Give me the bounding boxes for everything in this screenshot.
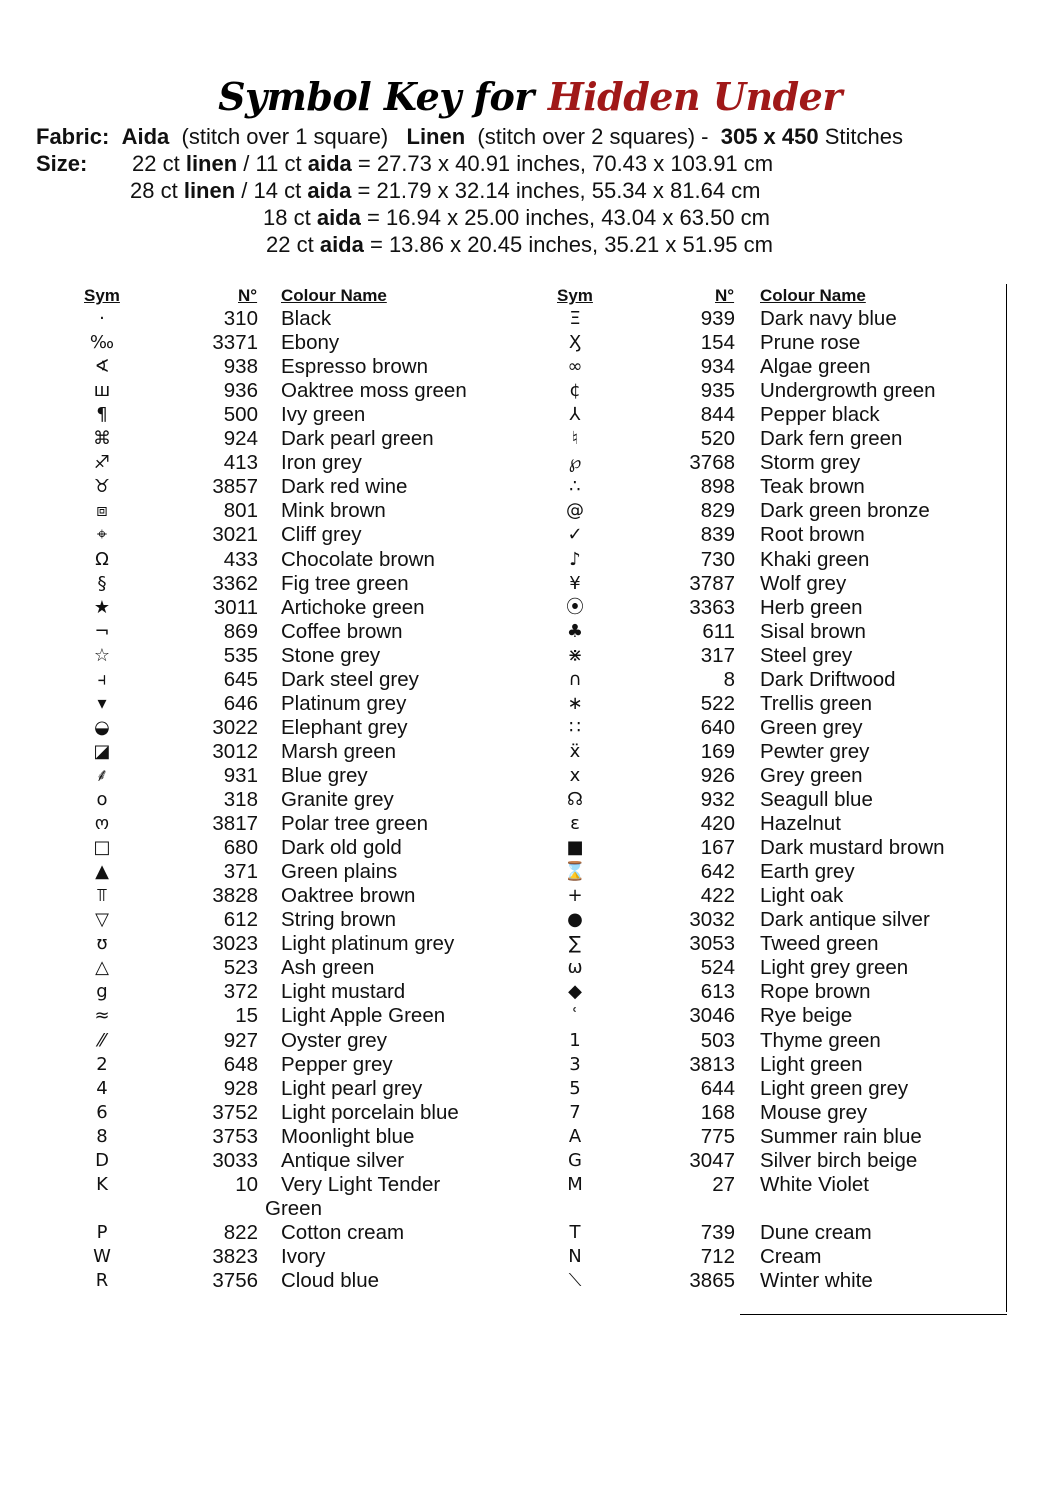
title-prefix: Symbol Key for xyxy=(218,74,534,119)
thread-number: 3033 xyxy=(212,1148,258,1172)
fabric-linen: Linen xyxy=(406,124,466,149)
symbol-glyph: ẍ xyxy=(569,740,581,762)
colour-name: Rope brown xyxy=(760,980,871,1004)
thread-number: 3768 xyxy=(689,451,735,475)
symbol-glyph: ● xyxy=(567,909,583,931)
thread-number: 3756 xyxy=(212,1269,258,1292)
thread-number: 433 xyxy=(223,547,258,571)
thread-number: 3787 xyxy=(689,571,735,595)
left-header-sym: Sym xyxy=(84,286,120,305)
thread-number: 3047 xyxy=(689,1148,735,1172)
symbol-glyph: ⸙ xyxy=(95,764,109,786)
colour-name: Dark pearl green xyxy=(281,427,434,451)
symbol-glyph: ო xyxy=(94,813,110,835)
colour-name: Ivory xyxy=(281,1244,326,1268)
symbol-glyph: 1 xyxy=(569,1029,581,1051)
symbol-glyph: 6 xyxy=(96,1101,108,1123)
colour-name: Cliff grey xyxy=(281,523,362,547)
thread-number: 3363 xyxy=(689,595,735,619)
thread-number: 27 xyxy=(712,1172,735,1196)
colour-name: Sisal brown xyxy=(760,619,866,643)
colour-name: Steel grey xyxy=(760,643,853,667)
colour-name: Dune cream xyxy=(760,1220,872,1244)
symbol-glyph: ■ xyxy=(566,837,584,859)
thread-number: 317 xyxy=(700,643,735,667)
colour-name: Khaki green xyxy=(760,547,870,571)
colour-name: Light pearl grey xyxy=(281,1076,423,1100)
colour-name: Cloud blue xyxy=(281,1269,380,1292)
size-3-dims: = 16.94 x 25.00 inches, 43.04 x 63.50 cm xyxy=(366,205,770,230)
colour-name: Algae green xyxy=(760,355,871,379)
colour-name: Granite grey xyxy=(281,788,394,811)
colour-name: Antique silver xyxy=(281,1148,405,1172)
thread-number: 648 xyxy=(223,1052,258,1076)
colour-name: Light porcelain blue xyxy=(281,1100,459,1124)
size-1-count: 22 ct xyxy=(132,151,180,176)
symbol-glyph: D xyxy=(95,1149,109,1171)
thread-number: 318 xyxy=(223,788,258,811)
symbol-glyph: ⁄⁄ xyxy=(98,1029,105,1051)
right-header-sym: Sym xyxy=(557,286,593,305)
colour-name: Storm grey xyxy=(760,451,861,475)
colour-name: Black xyxy=(281,307,332,330)
thread-number: 932 xyxy=(700,788,735,811)
thread-number: 8 xyxy=(723,667,735,691)
colour-name: Chocolate brown xyxy=(281,547,435,571)
right-header-num: N° xyxy=(715,286,735,305)
thread-number: 730 xyxy=(700,547,735,571)
thread-number: 642 xyxy=(700,860,735,884)
thread-number: 640 xyxy=(700,715,735,739)
symbol-glyph: ♐ xyxy=(93,452,111,474)
thread-number: 801 xyxy=(223,499,258,523)
colour-name: Pepper black xyxy=(760,403,880,427)
colour-name: Undergrowth green xyxy=(760,379,936,403)
thread-number: 646 xyxy=(223,691,258,715)
symbol-glyph: ∩ xyxy=(568,668,582,690)
thread-number: 154 xyxy=(700,331,735,355)
colour-name: Dark Driftwood xyxy=(760,667,896,691)
thread-number: 898 xyxy=(700,475,735,499)
title-pattern-name: Hidden Under xyxy=(547,74,842,119)
symbol-glyph: ∷ xyxy=(569,716,581,738)
colour-name: Artichoke green xyxy=(281,595,425,619)
thread-number: 3032 xyxy=(689,908,735,932)
symbol-glyph: ʊ xyxy=(96,933,108,955)
fabric-line xyxy=(36,124,903,150)
thread-number: 844 xyxy=(700,403,735,427)
thread-number: 3823 xyxy=(212,1244,258,1268)
colour-name: Pewter grey xyxy=(760,739,870,763)
colour-name: Fig tree green xyxy=(281,571,409,595)
thread-number: 928 xyxy=(223,1076,258,1100)
size-1-aida: aida xyxy=(307,151,352,176)
symbol-glyph: ¬ xyxy=(94,620,110,642)
symbol-glyph: @ xyxy=(566,500,584,522)
thread-number: 522 xyxy=(700,691,735,715)
colour-name: Very Light Tender xyxy=(281,1172,441,1196)
colour-name: Ivy green xyxy=(281,403,366,427)
symbol-glyph: △ xyxy=(95,957,109,979)
colour-name: Thyme green xyxy=(760,1028,881,1052)
colour-name: Herb green xyxy=(760,595,863,619)
colour-name: Dark old gold xyxy=(281,836,402,860)
size-2-dims: = 21.79 x 32.14 inches, 55.34 x 81.64 cm xyxy=(357,178,761,203)
thread-number: 10 xyxy=(235,1172,258,1196)
thread-number: 934 xyxy=(700,355,735,379)
thread-number: 3011 xyxy=(213,595,258,619)
size-1-dims: = 27.73 x 40.91 inches, 70.43 x 103.91 cm xyxy=(357,151,774,176)
thread-number: 939 xyxy=(700,307,735,330)
symbol-glyph: + xyxy=(567,885,583,907)
symbol-glyph: R xyxy=(95,1270,109,1291)
colour-name: Oaktree brown xyxy=(281,884,416,908)
thread-number: 15 xyxy=(235,1004,258,1028)
colour-name: Tweed green xyxy=(760,932,879,956)
size-2-count: 28 ct xyxy=(130,178,178,203)
colour-name: Cream xyxy=(760,1244,822,1268)
symbol-glyph: M xyxy=(567,1173,583,1195)
colour-name: Silver birch beige xyxy=(760,1148,918,1172)
thread-number: 927 xyxy=(223,1028,258,1052)
symbol-glyph: ⦿ xyxy=(566,596,584,618)
colour-name: Summer rain blue xyxy=(760,1124,922,1148)
colour-name: Mink brown xyxy=(281,499,386,523)
colour-name: Prune rose xyxy=(760,331,861,355)
left-continuation: Green xyxy=(265,1197,322,1220)
symbol-glyph: ◪ xyxy=(93,740,111,762)
colour-name: Coffee brown xyxy=(281,619,403,643)
thread-number: 869 xyxy=(223,619,258,643)
colour-name: Polar tree green xyxy=(281,812,429,836)
colour-name: Green grey xyxy=(760,715,863,739)
symbol-glyph: ◆ xyxy=(568,981,582,1003)
thread-number: 169 xyxy=(700,739,735,763)
symbol-glyph: ⅄ xyxy=(569,404,581,426)
symbol-glyph: ▽ xyxy=(95,909,109,931)
thread-number: 645 xyxy=(223,667,258,691)
symbol-glyph: ¥ xyxy=(569,572,581,594)
thread-number: 371 xyxy=(223,860,258,884)
thread-number: 3813 xyxy=(689,1052,735,1076)
colour-name: String brown xyxy=(281,908,397,932)
colour-name: Espresso brown xyxy=(281,355,428,379)
symbol-glyph: 2 xyxy=(96,1053,108,1075)
colour-name: Pepper grey xyxy=(281,1052,393,1076)
thread-number: 839 xyxy=(700,523,735,547)
colour-name: Wolf grey xyxy=(760,571,847,595)
colour-name: Light mustard xyxy=(281,980,406,1004)
symbol-glyph: T xyxy=(569,1221,581,1243)
symbol-glyph: ¶ xyxy=(96,404,108,426)
colour-name: Iron grey xyxy=(281,451,362,475)
symbol-glyph: Ξ xyxy=(569,308,581,329)
symbol-glyph: 8 xyxy=(96,1125,108,1147)
thread-number: 936 xyxy=(223,379,258,403)
colour-name: Light green xyxy=(760,1052,863,1076)
thread-number: 680 xyxy=(223,836,258,860)
thread-number: 520 xyxy=(700,427,735,451)
symbol-glyph: ♪ xyxy=(569,548,581,570)
symbol-glyph: x xyxy=(569,764,581,786)
thread-number: 310 xyxy=(223,307,258,330)
colour-name: Light Apple Green xyxy=(281,1004,446,1028)
thread-number: 935 xyxy=(700,379,735,403)
colour-name: Platinum grey xyxy=(281,691,407,715)
right-border-line xyxy=(1006,284,1007,1312)
thread-number: 739 xyxy=(700,1220,735,1244)
thread-number: 3753 xyxy=(212,1124,258,1148)
thread-number: 3371 xyxy=(212,331,258,355)
size-1-count2: / 11 ct xyxy=(243,151,302,176)
symbol-glyph: ⌛ xyxy=(563,861,587,883)
thread-number: 3865 xyxy=(689,1269,735,1292)
thread-number: 926 xyxy=(700,763,735,787)
page-title xyxy=(0,74,1060,119)
symbol-glyph: Ӽ xyxy=(568,332,582,354)
thread-number: 822 xyxy=(223,1220,258,1244)
colour-name: Oaktree moss green xyxy=(281,379,467,403)
colour-name: Cotton cream xyxy=(281,1220,405,1244)
size-3-count: 18 ct xyxy=(263,205,311,230)
thread-number: 523 xyxy=(223,956,258,980)
symbol-glyph: A xyxy=(568,1125,582,1147)
thread-number: 3022 xyxy=(212,715,258,739)
symbol-glyph: · xyxy=(99,308,105,329)
colour-name: Seagull blue xyxy=(760,788,873,811)
left-header-num: N° xyxy=(238,286,258,305)
colour-name: Dark mustard brown xyxy=(760,836,945,860)
symbol-glyph: ⧈ xyxy=(96,500,108,522)
symbol-glyph: ▲ xyxy=(95,861,109,883)
colour-name: Dark navy blue xyxy=(760,307,897,330)
colour-name: Dark green bronze xyxy=(760,499,930,523)
symbol-glyph: ⫪ xyxy=(96,885,108,907)
thread-number: 422 xyxy=(700,884,735,908)
thread-number: 500 xyxy=(223,403,258,427)
fabric-aida: Aida xyxy=(121,124,170,149)
colour-name: Marsh green xyxy=(281,739,397,763)
colour-name: Hazelnut xyxy=(760,812,841,836)
thread-number: 613 xyxy=(700,980,735,1004)
size-3-aida: aida xyxy=(316,205,361,230)
symbol-glyph: ∢ xyxy=(94,356,110,378)
symbol-glyph: ⌘ xyxy=(93,428,111,450)
colour-name: White Violet xyxy=(760,1172,870,1196)
thread-number: 3857 xyxy=(212,475,258,499)
left-header-name: Colour Name xyxy=(281,286,387,305)
thread-number: 931 xyxy=(223,763,258,787)
symbol-glyph: □ xyxy=(93,837,111,859)
colour-name: Elephant grey xyxy=(281,715,408,739)
symbol-glyph: Ω xyxy=(95,548,109,570)
size-2-aida: aida xyxy=(307,178,352,203)
symbol-glyph: ‰ xyxy=(89,332,115,354)
symbol-glyph: g xyxy=(96,981,108,1003)
thread-number: 924 xyxy=(223,427,258,451)
symbol-glyph: ★ xyxy=(93,596,111,618)
thread-number: 167 xyxy=(700,836,735,860)
thread-number: 3023 xyxy=(212,932,258,956)
colour-name: Light grey green xyxy=(760,956,909,980)
symbol-glyph: o xyxy=(96,789,108,810)
symbol-glyph: ∑ xyxy=(568,933,582,955)
symbol-glyph: ¢ xyxy=(569,380,581,402)
thread-number: 372 xyxy=(223,980,258,1004)
colour-name: Ash green xyxy=(281,956,375,980)
thread-number: 413 xyxy=(223,451,258,475)
thread-number: 712 xyxy=(700,1244,735,1268)
symbol-glyph: K xyxy=(96,1173,108,1195)
symbol-glyph: ☊ xyxy=(567,789,583,810)
thread-number: 524 xyxy=(700,956,735,980)
symbol-glyph: ʿ xyxy=(572,1005,578,1027)
symbol-glyph: ⌖ xyxy=(96,524,108,546)
colour-name: Blue grey xyxy=(281,763,368,787)
stitch-count: 305 x 450 xyxy=(720,124,819,149)
symbol-glyph: ✓ xyxy=(567,524,583,546)
symbol-glyph: W xyxy=(93,1245,111,1267)
colour-name: Ebony xyxy=(281,331,340,355)
thread-number: 3752 xyxy=(212,1100,258,1124)
symbol-glyph: ℘ xyxy=(568,452,582,474)
symbol-glyph: 4 xyxy=(96,1077,108,1099)
symbol-glyph: ♮ xyxy=(571,428,579,450)
size-1-linen: linen xyxy=(185,151,238,176)
thread-number: 420 xyxy=(700,812,735,836)
colour-name: Stone grey xyxy=(281,643,381,667)
fabric-linen-note: (stitch over 2 squares) - xyxy=(477,124,709,149)
symbol-glyph: ▾ xyxy=(97,692,107,714)
thread-number: 503 xyxy=(700,1028,735,1052)
symbol-glyph: 7 xyxy=(569,1101,581,1123)
stitches-word: Stitches xyxy=(824,124,903,149)
thread-number: 611 xyxy=(702,619,735,643)
symbol-glyph: ⟍ xyxy=(568,1270,582,1291)
symbol-glyph: N xyxy=(568,1245,582,1267)
thread-number: 3046 xyxy=(689,1004,735,1028)
thread-number: 644 xyxy=(700,1076,735,1100)
symbol-glyph: ♣ xyxy=(566,620,584,642)
fabric-label: Fabric: xyxy=(36,124,110,149)
symbol-glyph: ◒ xyxy=(94,716,110,738)
thread-number: 938 xyxy=(223,355,258,379)
colour-name: Moonlight blue xyxy=(281,1124,415,1148)
symbol-glyph: ш xyxy=(93,380,111,402)
symbol-glyph: 5 xyxy=(569,1077,581,1099)
colour-name: Earth grey xyxy=(760,860,855,884)
thread-number: 612 xyxy=(223,908,258,932)
symbol-glyph: ☆ xyxy=(93,644,111,666)
symbol-glyph: ε xyxy=(570,813,580,835)
symbol-glyph: § xyxy=(97,572,107,594)
right-header-name: Colour Name xyxy=(760,286,866,305)
thread-number: 3053 xyxy=(689,932,735,956)
size-4-dims: = 13.86 x 20.45 inches, 35.21 x 51.95 cm xyxy=(369,232,773,257)
symbol-glyph: ∗ xyxy=(567,692,583,714)
colour-name: Light platinum grey xyxy=(281,932,455,956)
size-line-1 xyxy=(132,151,773,177)
colour-name: Green plains xyxy=(281,860,398,884)
colour-name: Dark red wine xyxy=(281,475,408,499)
symbol-glyph: ω xyxy=(567,957,583,979)
colour-name: Trellis green xyxy=(760,691,873,715)
symbol-glyph: ⋇ xyxy=(567,644,583,666)
colour-name: Dark antique silver xyxy=(760,908,930,932)
size-2-count2: / 14 ct xyxy=(241,178,302,203)
size-4-count: 22 ct xyxy=(266,232,314,257)
colour-name: Mouse grey xyxy=(760,1100,868,1124)
size-2-linen: linen xyxy=(183,178,236,203)
fabric-aida-note: (stitch over 1 square) xyxy=(181,124,389,149)
colour-name: Dark fern green xyxy=(760,427,903,451)
symbol-glyph: ≈ xyxy=(94,1005,110,1027)
size-label: Size: xyxy=(36,151,88,176)
colour-name: Teak brown xyxy=(760,475,865,499)
thread-number: 3362 xyxy=(212,571,258,595)
thread-number: 3012 xyxy=(212,739,258,763)
symbol-glyph: ♉ xyxy=(93,476,111,498)
colour-name: Winter white xyxy=(760,1269,873,1292)
thread-number: 3828 xyxy=(212,884,258,908)
colour-name: Dark steel grey xyxy=(281,667,419,691)
symbol-glyph: 3 xyxy=(569,1053,581,1075)
symbol-glyph: ⫞ xyxy=(97,668,107,690)
symbol-glyph: ∞ xyxy=(567,356,583,378)
thread-number: 829 xyxy=(700,499,735,523)
size-line-4 xyxy=(266,232,773,258)
symbol-glyph: ∴ xyxy=(569,476,581,498)
size-4-aida: aida xyxy=(319,232,364,257)
symbol-glyph: P xyxy=(96,1221,108,1243)
thread-number: 535 xyxy=(223,643,258,667)
colour-name: Grey green xyxy=(760,763,863,787)
thread-number: 3817 xyxy=(212,812,258,836)
colour-name: Light oak xyxy=(760,884,844,908)
colour-name: Oyster grey xyxy=(281,1028,387,1052)
colour-name: Root brown xyxy=(760,523,865,547)
thread-number: 3021 xyxy=(212,523,258,547)
symbol-glyph: G xyxy=(568,1149,582,1171)
thread-number: 775 xyxy=(700,1124,735,1148)
bottom-border-line xyxy=(740,1314,1007,1315)
colour-name: Rye beige xyxy=(760,1004,853,1028)
size-line-3 xyxy=(263,205,770,231)
thread-number: 168 xyxy=(700,1100,735,1124)
colour-name: Light green grey xyxy=(760,1076,909,1100)
size-line-2 xyxy=(130,178,761,204)
